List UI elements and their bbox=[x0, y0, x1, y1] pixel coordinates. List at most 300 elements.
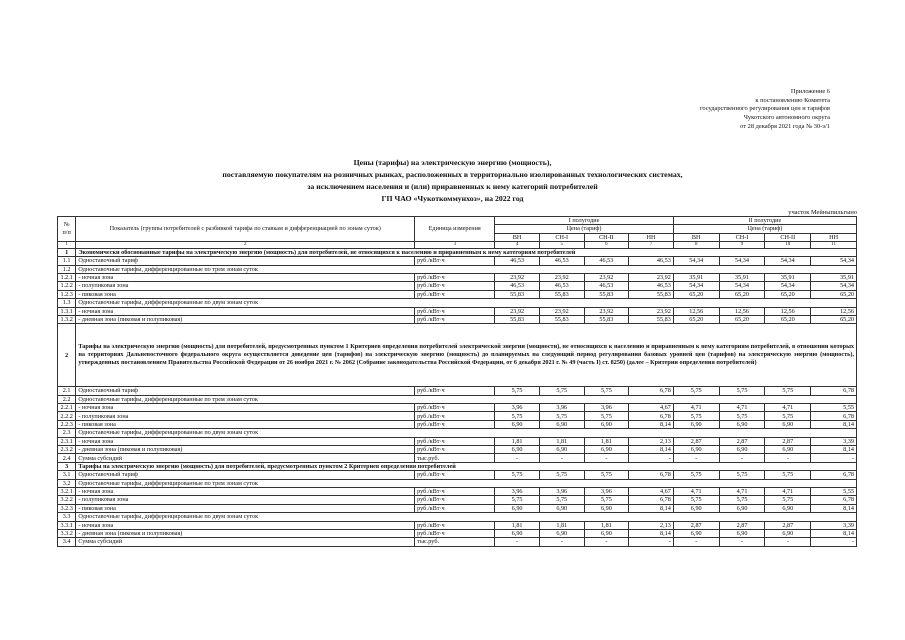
tariff-value: 55,83 bbox=[584, 290, 629, 298]
tariff-value: 3,39 bbox=[811, 437, 857, 445]
tariff-value: 6,90 bbox=[539, 529, 584, 537]
appendix-line: к постановлению Комитета bbox=[755, 96, 830, 104]
title-line: ГП ЧАО «Чукоткоммунхоз», на 2022 год bbox=[381, 194, 524, 203]
tariff-value: 8,14 bbox=[811, 504, 857, 512]
tariff-value: 8,14 bbox=[811, 446, 857, 454]
tariff-value: 5,75 bbox=[673, 496, 719, 504]
tariff-value: 12,56 bbox=[765, 307, 811, 315]
row-number: 3.2 bbox=[58, 479, 76, 487]
header-half-1: I полугодие bbox=[495, 217, 674, 225]
appendix-block bbox=[560, 88, 830, 132]
table-row bbox=[58, 471, 857, 479]
tariff-value: 5,75 bbox=[719, 412, 765, 420]
row-unit: руб./кВт·ч bbox=[415, 282, 495, 290]
row-number: 2.3.1 bbox=[58, 437, 76, 445]
row-number: 3.4 bbox=[58, 538, 76, 546]
tariff-value: 5,75 bbox=[584, 387, 629, 395]
tariff-value: 5,75 bbox=[765, 496, 811, 504]
tariff-value: 8,14 bbox=[629, 446, 674, 454]
tariff-value: 5,75 bbox=[495, 471, 540, 479]
tariff-value: 6,90 bbox=[673, 420, 719, 428]
tariff-value: - bbox=[719, 454, 765, 462]
tariff-value: 46,53 bbox=[629, 282, 674, 290]
tariff-value: 5,75 bbox=[765, 387, 811, 395]
row-name: Одноставочный тариф bbox=[76, 471, 415, 479]
row-name: - полупиковая зона bbox=[76, 412, 415, 420]
tariff-value: 6,78 bbox=[811, 471, 857, 479]
header-unit: Единица измерения bbox=[415, 217, 495, 242]
tariff-value: 35,91 bbox=[719, 273, 765, 281]
tariff-value: 5,75 bbox=[765, 412, 811, 420]
row-name: - ночная зона bbox=[76, 437, 415, 445]
tariff-value: 3,96 bbox=[584, 487, 629, 495]
tariff-value: 6,90 bbox=[539, 446, 584, 454]
tariff-value: 6,90 bbox=[495, 529, 540, 537]
tariff-value: 8,14 bbox=[629, 420, 674, 428]
tariff-value: 54,34 bbox=[765, 257, 811, 265]
header-col: НН bbox=[811, 233, 857, 241]
tariff-value: 3,39 bbox=[811, 521, 857, 529]
row-text: Одноставочные тарифы, дифференцированные по двум зонам суток bbox=[76, 429, 857, 437]
row-number: 1 bbox=[58, 248, 76, 256]
tariff-value: 12,56 bbox=[719, 307, 765, 315]
tariff-value: 5,75 bbox=[584, 496, 629, 504]
tariff-table bbox=[57, 216, 857, 547]
tariff-value: - bbox=[719, 538, 765, 546]
tariff-value: 1,81 bbox=[495, 437, 540, 445]
header-col: СН-II bbox=[584, 233, 629, 241]
tariff-value: 54,34 bbox=[765, 282, 811, 290]
table-row bbox=[58, 324, 857, 387]
column-number-row bbox=[58, 242, 857, 249]
row-unit: руб./кВт·ч bbox=[415, 487, 495, 495]
row-number: 3.2.1 bbox=[58, 487, 76, 495]
tariff-value: 12,56 bbox=[811, 307, 857, 315]
tariff-value: 5,75 bbox=[539, 387, 584, 395]
row-number: 2.3 bbox=[58, 429, 76, 437]
column-number: 10 bbox=[765, 242, 811, 249]
tariff-value: 6,90 bbox=[495, 446, 540, 454]
row-number: 3.2.3 bbox=[58, 504, 76, 512]
row-name: - дневная зона (пиковая и полупиковая) bbox=[76, 315, 415, 323]
plot-label: участок Мейныпильгыно bbox=[788, 209, 857, 216]
tariff-value: 2,87 bbox=[673, 521, 719, 529]
table-row bbox=[58, 496, 857, 504]
column-number: 1 bbox=[58, 242, 76, 249]
tariff-value: 5,75 bbox=[765, 471, 811, 479]
tariff-value: 35,91 bbox=[811, 273, 857, 281]
header-col: ВН bbox=[495, 233, 540, 241]
tariff-value: 46,53 bbox=[584, 257, 629, 265]
row-name: - ночная зона bbox=[76, 273, 415, 281]
column-number: 3 bbox=[415, 242, 495, 249]
column-number: 6 bbox=[584, 242, 629, 249]
tariff-value: 65,20 bbox=[765, 315, 811, 323]
tariff-value: 6,78 bbox=[811, 387, 857, 395]
table-row bbox=[58, 538, 857, 546]
row-name: Одноставочный тариф bbox=[76, 387, 415, 395]
row-text: Тарифы на электрическую энергию (мощность) для потребителей, предусмотренных пунктом 2 Критериев определения потребителей bbox=[76, 462, 857, 470]
row-text: Одноставочные тарифы, дифференцированные по трем зонам суток bbox=[76, 395, 857, 403]
tariff-value: 2,87 bbox=[719, 521, 765, 529]
header-price-2: Цена (тариф) bbox=[673, 225, 856, 233]
row-name: Сумма субсидий bbox=[76, 454, 415, 462]
row-number: 1.2.3 bbox=[58, 290, 76, 298]
table-row bbox=[58, 299, 857, 307]
row-number: 1.2.2 bbox=[58, 282, 76, 290]
table-row bbox=[58, 504, 857, 512]
column-number: 7 bbox=[629, 242, 674, 249]
tariff-value: 5,55 bbox=[811, 404, 857, 412]
row-name: - пиковая зона bbox=[76, 504, 415, 512]
tariff-value: 6,90 bbox=[765, 420, 811, 428]
header-indicator: Показатель (группы потребителей с разбивкой тарифа по ставкам и дифференциацией по зонам суток) bbox=[76, 217, 415, 242]
row-number: 2.3.2 bbox=[58, 446, 76, 454]
tariff-value: 3,96 bbox=[539, 487, 584, 495]
table-row bbox=[58, 265, 857, 273]
tariff-value: 46,53 bbox=[539, 257, 584, 265]
row-name: - пиковая зона bbox=[76, 420, 415, 428]
tariff-value: 35,91 bbox=[765, 273, 811, 281]
tariff-value: 8,14 bbox=[629, 529, 674, 537]
tariff-value: 8,14 bbox=[629, 504, 674, 512]
row-unit: руб./кВт·ч bbox=[415, 504, 495, 512]
tariff-value: 23,92 bbox=[495, 307, 540, 315]
row-name: - дневная зона (пиковая и полупиковая) bbox=[76, 529, 415, 537]
row-unit: руб./кВт·ч bbox=[415, 412, 495, 420]
appendix-line: государственного регулирования цен и тарифов bbox=[699, 105, 830, 113]
tariff-value: 6,90 bbox=[584, 529, 629, 537]
tariff-value: 35,91 bbox=[673, 273, 719, 281]
row-unit: руб./кВт·ч bbox=[415, 387, 495, 395]
tariff-value: 46,53 bbox=[539, 282, 584, 290]
tariff-value: 55,83 bbox=[539, 290, 584, 298]
tariff-value: 23,92 bbox=[539, 307, 584, 315]
row-unit: руб./кВт·ч bbox=[415, 437, 495, 445]
table-row bbox=[58, 257, 857, 265]
table-row bbox=[58, 454, 857, 462]
tariff-value: 4,71 bbox=[765, 487, 811, 495]
tariff-value: 5,75 bbox=[719, 471, 765, 479]
tariff-value: 5,55 bbox=[811, 487, 857, 495]
row-number: 1.2 bbox=[58, 265, 76, 273]
table-row bbox=[58, 521, 857, 529]
table-row bbox=[58, 307, 857, 315]
row-unit: руб./кВт·ч bbox=[415, 496, 495, 504]
table-row bbox=[58, 387, 857, 395]
row-text: Тарифы на электрическую энергию (мощность) для потребителей, предусмотренных пунктом 1 Критериев определения потребителей электрической энергии (мощности), не относящихся к населению и приравненным к нему категориям потребителей, в отношении которых на территориях Дальневосточного федерального округа осуществляется доведение цен (тарифов) на электрическую энергию (мощность) до планируемых на следующий период регулирования базовых уровней цен (тарифов) на электрическую энергию (мощность), утвержденных постановлением Правительства Российской Федерации от 26 ноября 2021 г. № 2062 (Собрание законодательства Российской Федерации, от 6 декабря 2021 г. № 49 (часть I) ст. 8250) (далее – Критерии определения потребителей) bbox=[76, 324, 857, 387]
tariff-value: 2,13 bbox=[629, 437, 674, 445]
tariff-value: 1,81 bbox=[584, 521, 629, 529]
column-number: 2 bbox=[76, 242, 415, 249]
tariff-value: 65,20 bbox=[811, 315, 857, 323]
tariff-table-body bbox=[58, 248, 857, 546]
tariff-value: 6,90 bbox=[539, 504, 584, 512]
tariff-value: 55,83 bbox=[629, 315, 674, 323]
tariff-value: 55,83 bbox=[629, 290, 674, 298]
tariff-value: 5,75 bbox=[539, 471, 584, 479]
row-number: 3.3.2 bbox=[58, 529, 76, 537]
tariff-value: 1,81 bbox=[584, 437, 629, 445]
tariff-value: 55,83 bbox=[495, 290, 540, 298]
row-text: Одноставочные тарифы, дифференцированные по двум зонам суток bbox=[76, 299, 857, 307]
row-unit: руб./кВт·ч bbox=[415, 290, 495, 298]
tariff-value: 65,20 bbox=[811, 290, 857, 298]
tariff-value: 23,92 bbox=[539, 273, 584, 281]
document-title bbox=[140, 157, 765, 205]
row-number: 2.2.3 bbox=[58, 420, 76, 428]
tariff-value: - bbox=[811, 538, 857, 546]
tariff-value: 65,20 bbox=[719, 290, 765, 298]
tariff-value: 6,90 bbox=[584, 504, 629, 512]
table-row bbox=[58, 412, 857, 420]
row-unit: руб./кВт·ч bbox=[415, 257, 495, 265]
table-row bbox=[58, 248, 857, 256]
tariff-value: 2,87 bbox=[673, 437, 719, 445]
row-name: - пиковая зона bbox=[76, 290, 415, 298]
tariff-value: 6,90 bbox=[719, 504, 765, 512]
tariff-value: - bbox=[584, 538, 629, 546]
tariff-value: 46,53 bbox=[495, 257, 540, 265]
tariff-value: - bbox=[584, 454, 629, 462]
tariff-value: 4,71 bbox=[765, 404, 811, 412]
tariff-value: 54,34 bbox=[811, 257, 857, 265]
tariff-value: 5,75 bbox=[673, 412, 719, 420]
tariff-value: 5,75 bbox=[539, 412, 584, 420]
header-half-2: II полугодие bbox=[673, 217, 856, 225]
header-col: СН-I bbox=[539, 233, 584, 241]
tariff-value: 6,90 bbox=[673, 504, 719, 512]
tariff-value: - bbox=[495, 538, 540, 546]
tariff-value: - bbox=[539, 454, 584, 462]
appendix-line: от 28 декабря 2021 года № 30-э/1 bbox=[740, 122, 830, 130]
row-text: Экономически обоснованные тарифы на электрическую энергию (мощность) для потребителей, не относящихся к населению и приравненным к нему категориям потребителей bbox=[76, 248, 857, 256]
tariff-value: 54,34 bbox=[811, 282, 857, 290]
tariff-value: 4,71 bbox=[673, 487, 719, 495]
row-unit: руб./кВт·ч bbox=[415, 315, 495, 323]
tariff-value: 6,90 bbox=[765, 529, 811, 537]
tariff-value: 54,34 bbox=[673, 257, 719, 265]
tariff-value: - bbox=[495, 454, 540, 462]
tariff-value: 4,67 bbox=[629, 487, 674, 495]
tariff-value: 54,34 bbox=[719, 282, 765, 290]
tariff-value: 6,90 bbox=[673, 529, 719, 537]
tariff-value: 65,20 bbox=[765, 290, 811, 298]
tariff-value: 5,75 bbox=[673, 387, 719, 395]
tariff-value: 1,81 bbox=[495, 521, 540, 529]
tariff-value: 55,83 bbox=[584, 315, 629, 323]
table-row bbox=[58, 273, 857, 281]
row-number: 3 bbox=[58, 462, 76, 470]
row-text: Одноставочные тарифы, дифференцированные по трем зонам суток bbox=[76, 265, 857, 273]
tariff-value: 5,75 bbox=[719, 387, 765, 395]
tariff-value: 65,20 bbox=[673, 315, 719, 323]
tariff-value: 5,75 bbox=[673, 471, 719, 479]
row-number: 1.3.1 bbox=[58, 307, 76, 315]
table-row bbox=[58, 315, 857, 323]
tariff-value: 55,83 bbox=[539, 315, 584, 323]
tariff-value: 4,71 bbox=[673, 404, 719, 412]
header-col: СН-I bbox=[719, 233, 765, 241]
tariff-value: 12,56 bbox=[673, 307, 719, 315]
row-number: 3.3.1 bbox=[58, 521, 76, 529]
tariff-value: 23,92 bbox=[584, 273, 629, 281]
tariff-value: 23,92 bbox=[629, 273, 674, 281]
tariff-value: 6,78 bbox=[629, 496, 674, 504]
row-number: 1.2.1 bbox=[58, 273, 76, 281]
row-unit: руб./кВт·ч bbox=[415, 420, 495, 428]
tariff-value: 1,81 bbox=[539, 437, 584, 445]
tariff-value: - bbox=[765, 538, 811, 546]
tariff-value: - bbox=[629, 454, 674, 462]
row-number: 1.1 bbox=[58, 257, 76, 265]
table-row bbox=[58, 479, 857, 487]
row-number: 2.2 bbox=[58, 395, 76, 403]
tariff-value: 6,90 bbox=[765, 446, 811, 454]
tariff-value: - bbox=[811, 454, 857, 462]
tariff-value: 6,90 bbox=[495, 504, 540, 512]
tariff-value: 4,71 bbox=[719, 404, 765, 412]
tariff-value: 6,90 bbox=[719, 529, 765, 537]
row-name: - полупиковая зона bbox=[76, 496, 415, 504]
tariff-value: 2,87 bbox=[719, 437, 765, 445]
tariff-value: - bbox=[539, 538, 584, 546]
tariff-value: - bbox=[765, 454, 811, 462]
row-name: - дневная зона (пиковая и полупиковая) bbox=[76, 446, 415, 454]
tariff-value: 2,87 bbox=[765, 437, 811, 445]
tariff-value: 6,90 bbox=[673, 446, 719, 454]
row-text: Одноставочные тарифы, дифференцированные по двум зонам суток bbox=[76, 513, 857, 521]
table-row bbox=[58, 282, 857, 290]
tariff-value: 6,78 bbox=[629, 387, 674, 395]
row-name: Одноставочный тариф bbox=[76, 257, 415, 265]
appendix-line: Чукотского автономного округа bbox=[743, 114, 830, 122]
tariff-value: 3,96 bbox=[584, 404, 629, 412]
title-line: поставляемую покупателям на розничных рынках, расположенных в территориально изолированных технологических системах, bbox=[222, 170, 683, 179]
table-row bbox=[58, 462, 857, 470]
table-row bbox=[58, 429, 857, 437]
table-row bbox=[58, 487, 857, 495]
row-name: - ночная зона bbox=[76, 307, 415, 315]
tariff-value: 46,53 bbox=[584, 282, 629, 290]
tariff-value: 5,75 bbox=[539, 496, 584, 504]
tariff-value: 65,20 bbox=[673, 290, 719, 298]
table-row bbox=[58, 446, 857, 454]
tariff-value: 2,13 bbox=[629, 521, 674, 529]
tariff-value: 23,92 bbox=[584, 307, 629, 315]
tariff-value: 1,81 bbox=[539, 521, 584, 529]
tariff-value: 5,75 bbox=[719, 496, 765, 504]
row-number: 3.2.2 bbox=[58, 496, 76, 504]
tariff-value: 46,53 bbox=[629, 257, 674, 265]
row-unit: руб./кВт·ч bbox=[415, 529, 495, 537]
row-name: - полупиковая зона bbox=[76, 282, 415, 290]
row-number: 3.3 bbox=[58, 513, 76, 521]
tariff-value: 6,90 bbox=[584, 420, 629, 428]
tariff-value: 65,20 bbox=[719, 315, 765, 323]
tariff-value: 6,78 bbox=[629, 412, 674, 420]
tariff-value: 3,96 bbox=[495, 404, 540, 412]
table-row bbox=[58, 290, 857, 298]
row-unit: тыс.руб. bbox=[415, 538, 495, 546]
table-row bbox=[58, 529, 857, 537]
row-number: 1.3.2 bbox=[58, 315, 76, 323]
tariff-value: 5,75 bbox=[495, 496, 540, 504]
tariff-value: - bbox=[629, 538, 674, 546]
appendix-line: Приложение 6 bbox=[790, 88, 830, 95]
tariff-value: 4,71 bbox=[719, 487, 765, 495]
header-col: НН bbox=[629, 233, 674, 241]
row-name: - ночная зона bbox=[76, 404, 415, 412]
tariff-value: 3,96 bbox=[539, 404, 584, 412]
row-number: 1.3 bbox=[58, 299, 76, 307]
row-text: Одноставочные тарифы, дифференцированные по трем зонам суток bbox=[76, 479, 857, 487]
row-unit: руб./кВт·ч bbox=[415, 307, 495, 315]
table-row bbox=[58, 395, 857, 403]
column-number: 5 bbox=[539, 242, 584, 249]
row-unit: руб./кВт·ч bbox=[415, 273, 495, 281]
tariff-value: 6,90 bbox=[719, 420, 765, 428]
row-number: 2.2.2 bbox=[58, 412, 76, 420]
table-row bbox=[58, 513, 857, 521]
column-number: 8 bbox=[673, 242, 719, 249]
header-price-1: Цена (тариф) bbox=[495, 225, 674, 233]
header-col: СН-II bbox=[765, 233, 811, 241]
row-number: 3.1 bbox=[58, 471, 76, 479]
row-name: Сумма субсидий bbox=[76, 538, 415, 546]
column-number: 11 bbox=[811, 242, 857, 249]
row-number: 2.2.1 bbox=[58, 404, 76, 412]
row-number: 2.4 bbox=[58, 454, 76, 462]
tariff-value: 54,34 bbox=[719, 257, 765, 265]
row-unit: руб./кВт·ч bbox=[415, 446, 495, 454]
tariff-value: 8,14 bbox=[811, 529, 857, 537]
tariff-value: 2,87 bbox=[765, 521, 811, 529]
header-col: ВН bbox=[673, 233, 719, 241]
table-row bbox=[58, 437, 857, 445]
row-unit: руб./кВт·ч bbox=[415, 404, 495, 412]
tariff-value: 6,90 bbox=[539, 420, 584, 428]
row-name: - ночная зона bbox=[76, 487, 415, 495]
column-number: 4 bbox=[495, 242, 540, 249]
tariff-value: 6,90 bbox=[719, 446, 765, 454]
tariff-value: 23,92 bbox=[629, 307, 674, 315]
tariff-value: - bbox=[673, 454, 719, 462]
tariff-value: 5,75 bbox=[495, 387, 540, 395]
tariff-value: 5,75 bbox=[584, 471, 629, 479]
row-number: 2 bbox=[58, 324, 76, 387]
tariff-value: 55,83 bbox=[495, 315, 540, 323]
row-unit: руб./кВт·ч bbox=[415, 471, 495, 479]
table-row bbox=[58, 404, 857, 412]
tariff-value: 6,90 bbox=[495, 420, 540, 428]
tariff-value: 8,14 bbox=[811, 420, 857, 428]
table-row bbox=[58, 420, 857, 428]
tariff-value: 46,53 bbox=[495, 282, 540, 290]
row-unit: тыс.руб. bbox=[415, 454, 495, 462]
tariff-value: 54,34 bbox=[673, 282, 719, 290]
column-number: 9 bbox=[719, 242, 765, 249]
row-number: 2.1 bbox=[58, 387, 76, 395]
tariff-value: 6,90 bbox=[584, 446, 629, 454]
tariff-value: 6,78 bbox=[811, 496, 857, 504]
tariff-value: 4,67 bbox=[629, 404, 674, 412]
header-num: № п/п bbox=[58, 217, 76, 242]
title-line: Цены (тарифы) на электрическую энергию (мощность), bbox=[353, 158, 552, 167]
tariff-value: 5,75 bbox=[495, 412, 540, 420]
tariff-value: - bbox=[673, 538, 719, 546]
tariff-value: 5,75 bbox=[584, 412, 629, 420]
